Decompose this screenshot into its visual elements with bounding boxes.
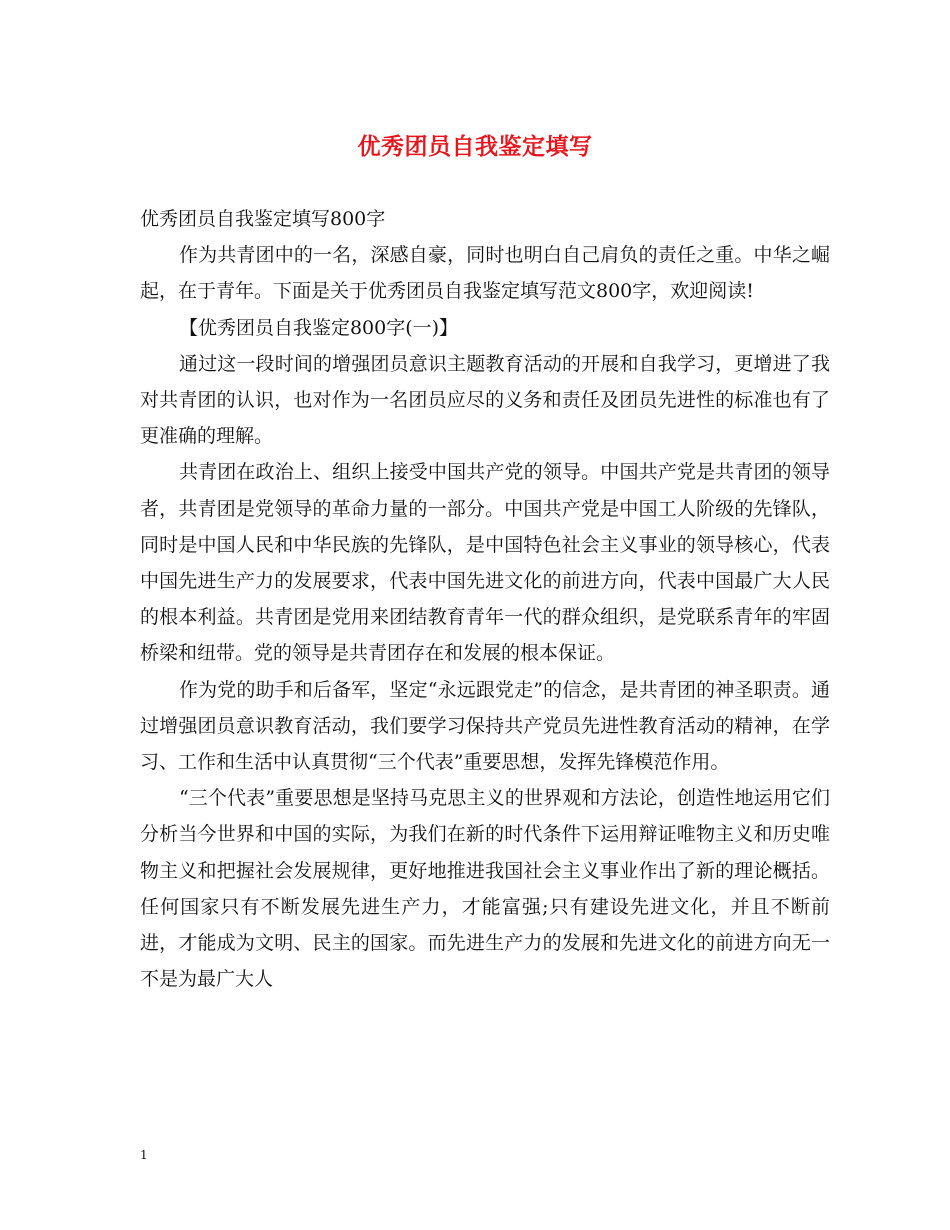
page-number: 1 (140, 1148, 148, 1162)
document-body (140, 201, 830, 997)
subtitle-line: 优秀团员自我鉴定填写800字 (140, 208, 386, 230)
body-paragraph: 通过这一段时间的增强团员意识主题教育活动的开展和自我学习，更增进了我对共青团的认识，也对作为一名团员应尽的义务和责任及团员先进性的标准也有了更准确的理解。 (140, 352, 830, 448)
body-paragraph: “三个代表”重要思想是坚持马克思主义的世界观和方法论，创造性地运用它们分析当今世界和中国的实际，为我们在新的时代条件下运用辩证唯物主义和历史唯物主义和把握社会发展规律，更好地推进我国社会主义事业作出了新的理论概括。任何国家只有不断发展先进生产力，才能富强;只有建设先进文化，并且不断前进，才能成为文明、民主的国家。而先进生产力的发展和先进文化的前进方向无一不是为最广大人 (140, 787, 830, 991)
document-title: 优秀团员自我鉴定填写 (357, 133, 593, 160)
body-paragraph: 作为党的助手和后备军，坚定“永远跟党走”的信念，是共青团的神圣职责。通过增强团员意识教育活动，我们要学习保持共产党员先进性教育活动的精神，在学习、工作和生活中认真贯彻“三个代表”重要思想，发挥先锋模范作用。 (140, 678, 830, 774)
intro-paragraph: 作为共青团中的一名，深感自豪，同时也明白自己肩负的责任之重。中华之崛起，在于青年。下面是关于优秀团员自我鉴定填写范文800字，欢迎阅读! (140, 244, 830, 303)
section-heading: 【优秀团员自我鉴定800字(一)】 (178, 316, 459, 339)
body-paragraph: 共青团在政治上、组织上接受中国共产党的领导。中国共产党是共青团的领导者，共青团是党领导的革命力量的一部分。中国共产党是中国工人阶级的先锋队，同时是中国人民和中华民族的先锋队，是中国特色社会主义事业的领导核心，代表中国先进生产力的发展要求，代表中国先进文化的前进方向，代表中国最广大人民的根本利益。共青团是党用来团结教育青年一代的群众组织，是党联系青年的牢固桥梁和纽带。党的领导是共青团存在和发展的根本保证。 (140, 461, 830, 665)
